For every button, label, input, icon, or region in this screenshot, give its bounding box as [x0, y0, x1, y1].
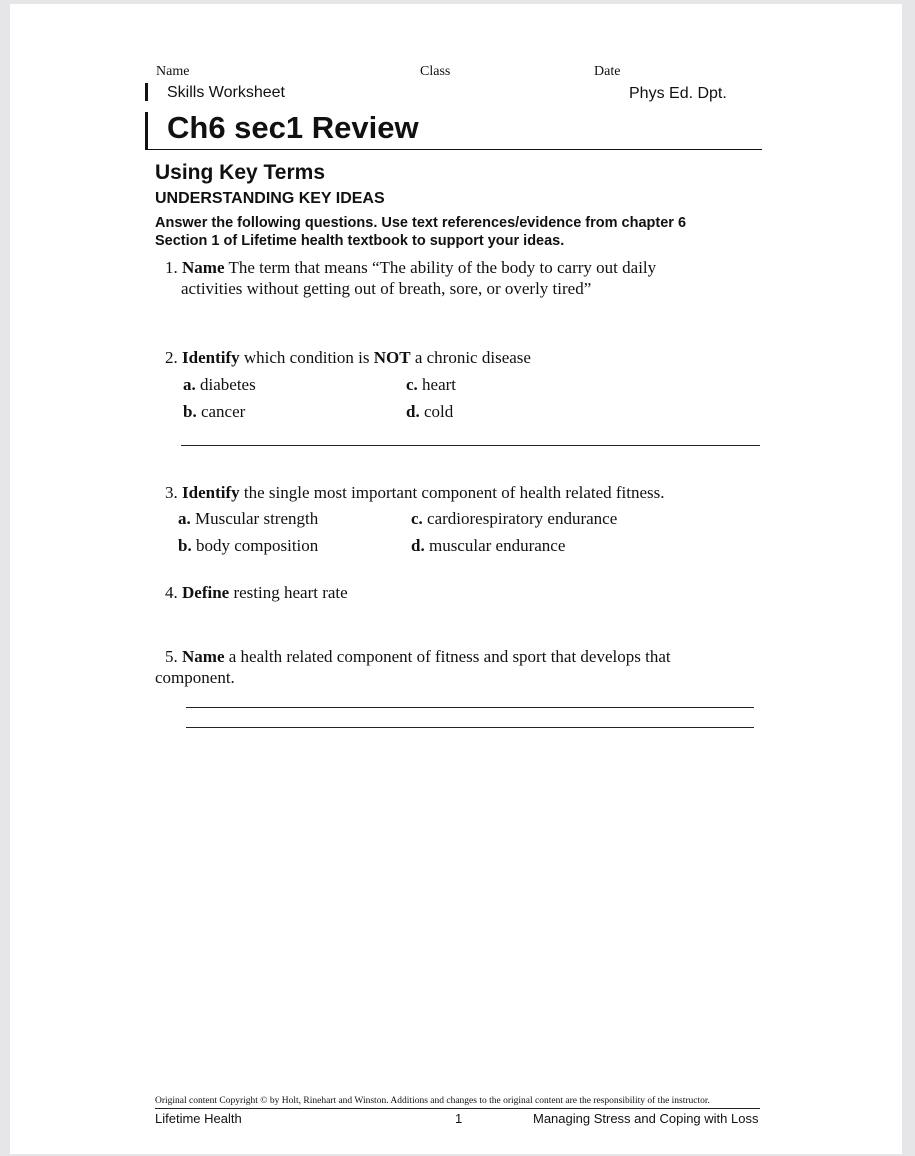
question-number: 5. [165, 647, 178, 666]
option-letter: c. [406, 375, 418, 394]
question-5-continued: component. [155, 668, 235, 687]
option-text: Muscular strength [195, 509, 319, 528]
question-text: resting heart rate [233, 583, 348, 602]
question-emphasis: NOT [373, 348, 411, 367]
section-subheading: UNDERSTANDING KEY IDEAS [155, 190, 385, 207]
footer-book-title: Lifetime Health [155, 1111, 242, 1126]
option-letter: a. [183, 375, 196, 394]
option-text: cancer [200, 402, 246, 421]
footer-chapter-title: Managing Stress and Coping with Loss [533, 1111, 759, 1126]
question-5 [165, 647, 671, 667]
option-text: cardiorespiratory endurance [427, 509, 618, 528]
option-letter: d. [406, 402, 420, 421]
worksheet-page [10, 4, 902, 1154]
option-c [411, 509, 617, 529]
question-1 [165, 258, 656, 278]
answer-line[interactable] [186, 707, 754, 708]
option-letter: b. [178, 536, 192, 555]
question-number: 4. [165, 583, 178, 602]
page-title: Ch6 sec1 Review [167, 110, 419, 145]
question-verb: Define [182, 583, 230, 602]
question-number: 2. [165, 348, 178, 367]
option-letter: d. [411, 536, 425, 555]
question-text: the single most important component of health related fitness. [243, 483, 665, 502]
option-letter: b. [183, 402, 197, 421]
date-label: Date [594, 64, 621, 79]
question-text: which condition is [243, 348, 370, 367]
name-label: Name [156, 64, 190, 79]
option-b [183, 402, 245, 422]
class-label: Class [420, 64, 451, 79]
title-rule [145, 149, 762, 150]
question-3 [165, 483, 665, 503]
option-text: cold [423, 402, 454, 421]
option-d [411, 536, 565, 556]
option-text: heart [422, 375, 457, 394]
question-verb: Name [182, 647, 225, 666]
worksheet-type: Skills Worksheet [167, 84, 285, 101]
copyright-notice: Original content Copyright © by Holt, Rinehart and Winston. Additions and changes to the original content are the responsibility of the instructor. [155, 1096, 710, 1106]
option-a [178, 509, 318, 529]
question-verb: Identify [182, 483, 240, 502]
instructions-line-2: Section 1 of Lifetime health textbook to support your ideas. [155, 233, 565, 249]
question-2 [165, 348, 531, 368]
question-number: 3. [165, 483, 178, 502]
question-text: a chronic disease [414, 348, 531, 367]
question-number: 1. [165, 258, 178, 277]
option-text: muscular endurance [428, 536, 566, 555]
question-4 [165, 583, 348, 603]
footer-rule [155, 1108, 760, 1109]
question-verb: Name [182, 258, 225, 277]
section-heading: Using Key Terms [155, 161, 325, 184]
title-accent-bar [145, 112, 148, 150]
option-c [406, 375, 456, 395]
question-text: a health related component of fitness and sport that develops that [228, 647, 671, 666]
question-1-continued: activities without getting out of breath, sore, or overly tired” [181, 279, 592, 298]
department-label: Phys Ed. Dpt. [629, 85, 727, 102]
header-accent-bar [145, 83, 148, 101]
option-letter: c. [411, 509, 423, 528]
answer-line[interactable] [181, 445, 760, 446]
option-b [178, 536, 318, 556]
question-text: The term that means “The ability of the body to carry out daily [228, 258, 657, 277]
option-a [183, 375, 256, 395]
option-text: body composition [195, 536, 319, 555]
option-d [406, 402, 453, 422]
page-number: 1 [455, 1111, 463, 1126]
option-letter: a. [178, 509, 191, 528]
question-verb: Identify [182, 348, 240, 367]
answer-line[interactable] [186, 727, 754, 728]
instructions-line-1: Answer the following questions. Use text references/evidence from chapter 6 [155, 215, 687, 231]
option-text: diabetes [200, 375, 256, 394]
